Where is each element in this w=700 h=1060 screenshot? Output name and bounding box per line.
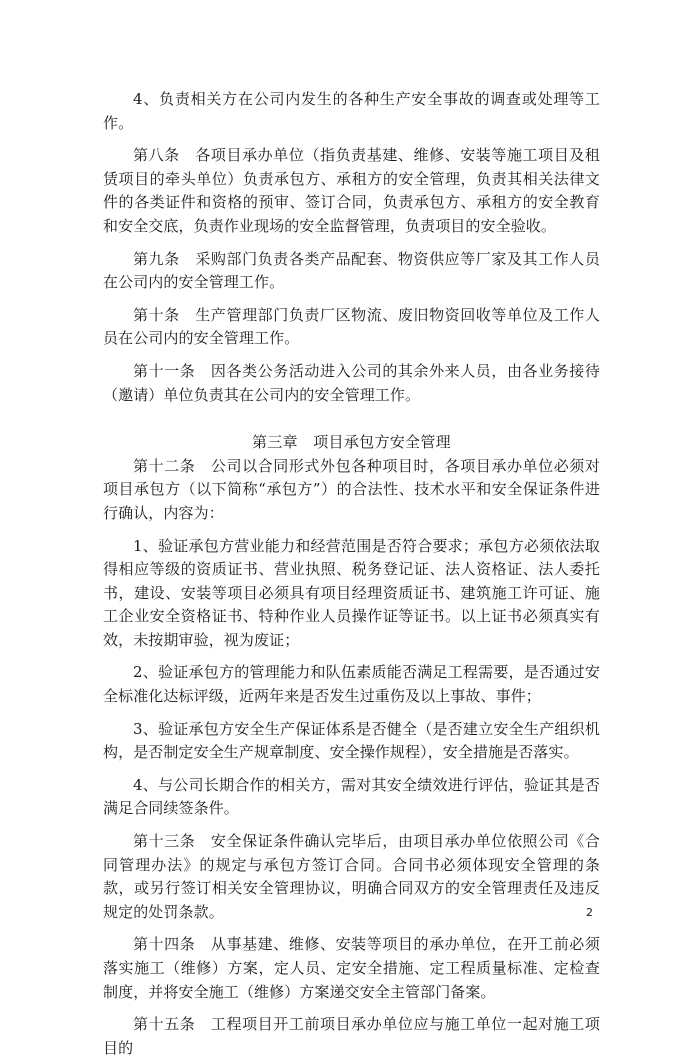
paragraph-article-15: 第十五条 工程项目开工前项目承办单位应与施工单位一起对施工项目的 xyxy=(103,1015,600,1057)
paragraph-article-14: 第十四条 从事基建、维修、安装等项目的承办单位，在开工前必须落实施工（维修）方案，定人员、定安全措施、定工程质量标准、定检查制度，并将安全施工（维修）方案递交安全主管部门备案。 xyxy=(103,935,600,1001)
document-body xyxy=(103,88,600,1060)
page-number: 2 xyxy=(586,906,593,919)
paragraph-item-2: 2、验证承包方的管理能力和队伍素质能否满足工程需要，是否通过安全标准化达标评级，近两年来是否发生过重伤及以上事故、事件； xyxy=(103,663,600,706)
chapter-title: 第三章 项目承包方安全管理 xyxy=(252,433,451,452)
paragraph-article-12: 第十二条 公司以合同形式外包各种项目时，各项目承办单位必须对项目承包方（以下简称“承包方”）的合法性、技术水平和安全保证条件进行确认，内容为： xyxy=(103,456,600,522)
paragraph-article-11: 第十一条 因各类公务活动进入公司的其余外来人员，由各业务接待（邀请）单位负责其在公司内的安全管理工作。 xyxy=(103,361,600,404)
paragraph-article-8: 第八条 各项目承办单位（指负责基建、维修、安装等施工项目及租赁项目的牵头单位）负责承包方、承租方的安全管理，负责其相关法律文件的各类证件和资格的预审、签订合同，负责承包方、承租方的安全教育和安全交底，负责作业现场的安全监督管理，负责项目的安全验收。 xyxy=(103,146,600,235)
paragraph-article-13: 第十三条 安全保证条件确认完毕后，由项目承办单位依照公司《合同管理办法》的规定与承包方签订合同。合同书必须体现安全管理的条款，或另行签订相关安全管理协议，明确合同双方的安全管理责任及违反规定的处罚条款。 xyxy=(103,832,600,921)
paragraph-item-3: 3、验证承包方安全生产保证体系是否健全（是否建立安全生产组织机构，是否制定安全生产规章制度、安全操作规程），安全措施是否落实。 xyxy=(103,719,600,762)
paragraph-item-4: 4、负责相关方在公司内发生的各种生产安全事故的调查或处理等工作。 xyxy=(103,90,600,132)
paragraph-item-4b: 4、与公司长期合作的相关方，需对其安全绩效进行评估，验证其是否满足合同续签条件。 xyxy=(103,775,600,818)
paragraph-article-10: 第十条 生产管理部门负责厂区物流、废旧物资回收等单位及工作人员在公司内的安全管理工作。 xyxy=(103,305,600,348)
paragraph-article-9: 第九条 采购部门负责各类产品配套、物资供应等厂家及其工作人员在公司内的安全管理工作。 xyxy=(103,249,600,292)
paragraph-item-1: 1、验证承包方营业能力和经营范围是否符合要求；承包方必须依法取得相应等级的资质证书、营业执照、税务登记证、法人资格证、法人委托书，建设、安装等项目必须具有项目经理资质证书、建筑施工许可证、施工企业安全资格证书、特种作业人员操作证等证书。以上证书必须真实有效，未按期审验，视为废证； xyxy=(103,536,600,649)
